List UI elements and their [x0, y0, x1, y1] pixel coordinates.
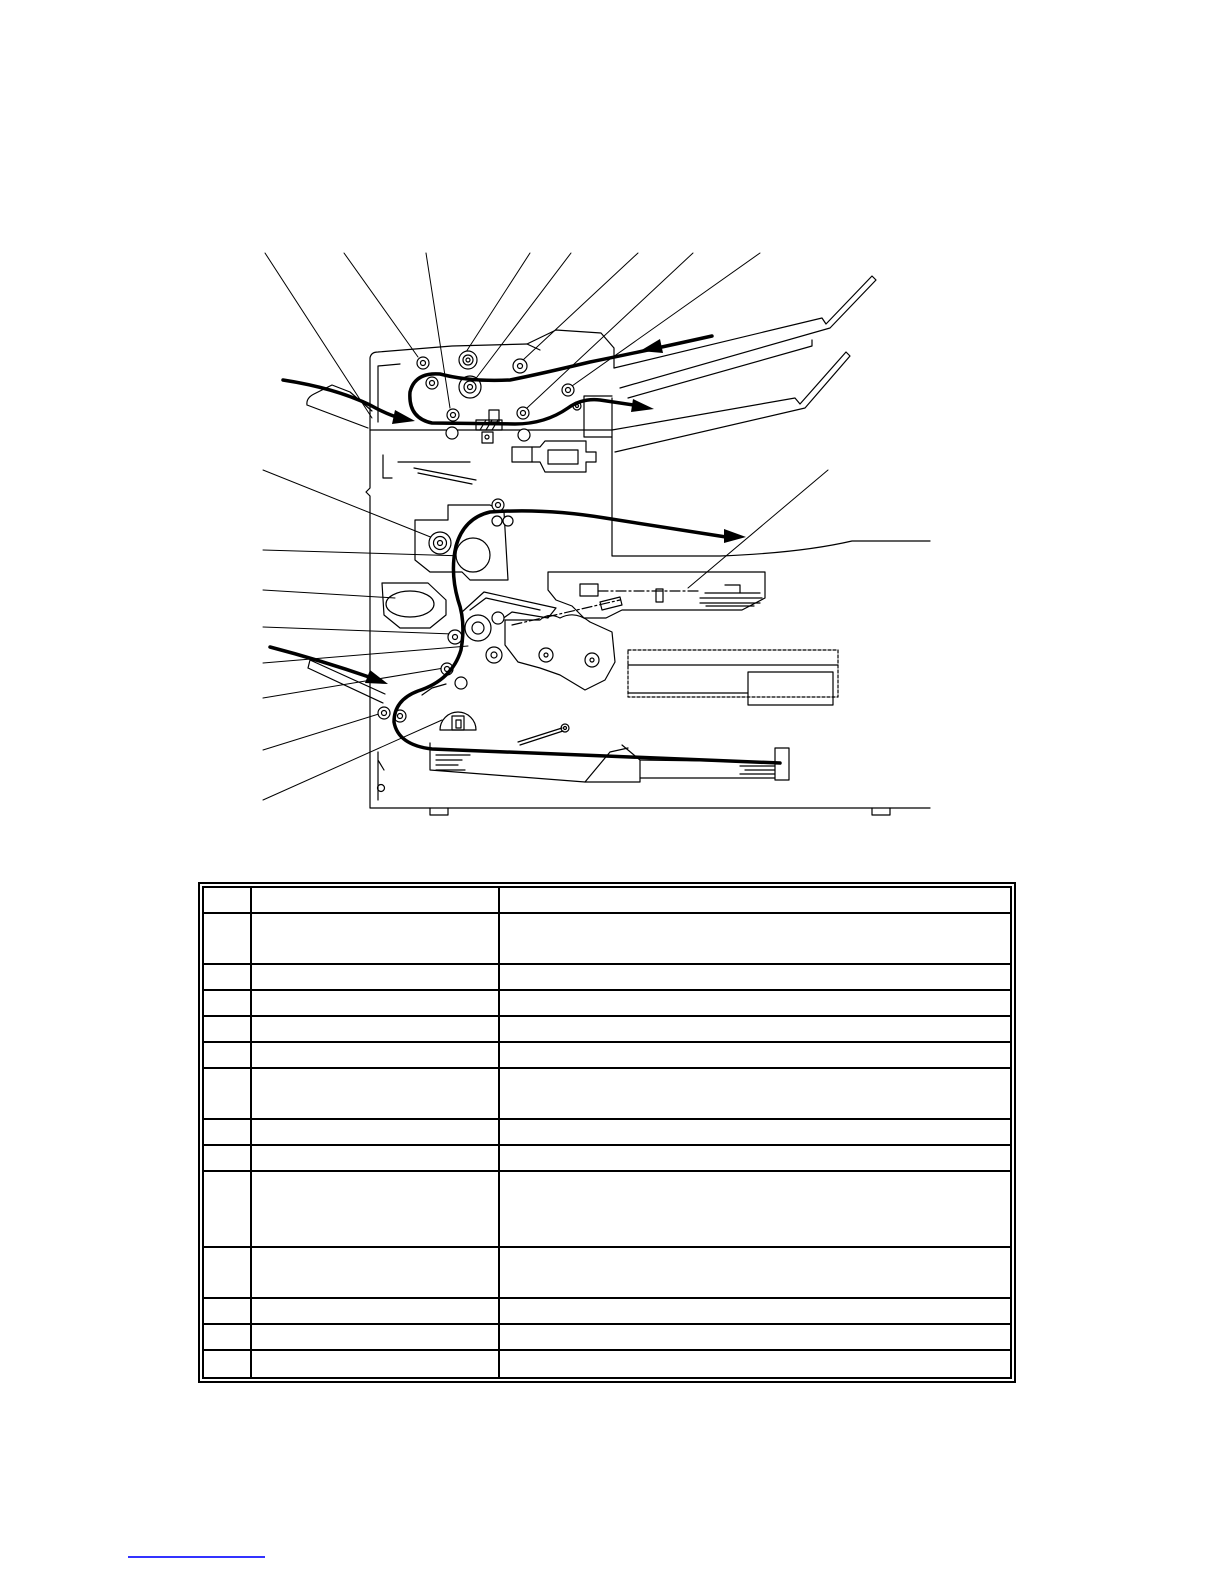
leader-line	[263, 713, 382, 750]
table-cell	[252, 1299, 500, 1323]
table-cell	[500, 1248, 1010, 1297]
roller	[492, 612, 504, 624]
table-cell	[252, 1248, 500, 1297]
table-cell	[500, 1325, 1010, 1349]
document-exit-tray	[612, 352, 850, 452]
roller-outer	[503, 516, 513, 526]
laser-optics-unit	[512, 572, 765, 625]
table-cell	[204, 1017, 252, 1041]
leader-line	[688, 470, 828, 588]
side-bracket	[378, 752, 384, 800]
roller	[562, 384, 574, 396]
scanner-sensor	[476, 410, 502, 443]
roller-hub	[451, 413, 456, 418]
roller	[448, 630, 462, 644]
table-cell	[500, 1043, 1010, 1067]
table-cell	[500, 888, 1010, 912]
cartridge-body	[505, 615, 615, 690]
table-cell	[500, 965, 1010, 989]
leader-line	[263, 470, 438, 540]
table-row	[204, 1248, 1010, 1299]
table-cell	[204, 1172, 252, 1246]
roller	[378, 707, 390, 719]
parts-table	[198, 882, 1016, 1383]
roller	[459, 351, 477, 369]
table-cell	[204, 965, 252, 989]
table-row	[204, 1172, 1010, 1248]
foot-left	[430, 808, 448, 815]
roller-hub	[496, 503, 501, 508]
roller	[417, 357, 429, 369]
table-cell	[204, 1043, 252, 1067]
roller	[446, 427, 458, 439]
arrow-right-icon	[392, 410, 415, 424]
cartridge-gear	[539, 648, 553, 662]
roller-hub	[566, 388, 571, 393]
table-row	[204, 1120, 1010, 1146]
table-row	[204, 991, 1010, 1017]
roller-outer	[492, 612, 504, 624]
table-row	[204, 1325, 1010, 1351]
table-cell	[204, 1120, 252, 1144]
roller	[447, 409, 459, 421]
roller	[517, 407, 529, 419]
roller	[465, 615, 491, 641]
roller-hub	[468, 385, 473, 390]
leader-line	[263, 590, 395, 598]
table-cell	[500, 1017, 1010, 1041]
roller	[513, 359, 527, 373]
leader-line	[523, 253, 638, 360]
machine-body	[366, 398, 930, 815]
roller	[518, 429, 530, 441]
table-cell	[204, 1325, 252, 1349]
table-cell	[252, 1325, 500, 1349]
table-row	[204, 888, 1010, 914]
cleaning-unit	[382, 583, 446, 628]
table-cell	[252, 1120, 500, 1144]
leader-line	[466, 253, 530, 352]
document-feed-tray	[614, 276, 876, 398]
table-cell	[500, 1351, 1010, 1377]
roller-hub	[398, 714, 403, 719]
roller-outer	[518, 429, 530, 441]
roller-outer	[446, 427, 458, 439]
table-cell	[204, 1351, 252, 1377]
table-cell	[252, 1351, 500, 1377]
table-cell	[500, 914, 1010, 963]
table-cell	[204, 1248, 252, 1297]
roller-hub	[438, 541, 443, 546]
table-cell	[204, 991, 252, 1015]
table-cell	[500, 1120, 1010, 1144]
arrow-left-icon	[640, 339, 663, 353]
arrow-right-icon	[631, 399, 654, 412]
table-cell	[252, 888, 500, 912]
cartridge-gear	[585, 653, 599, 667]
table-row	[204, 1017, 1010, 1043]
table-cell	[204, 1069, 252, 1118]
table-cell	[204, 914, 252, 963]
table-cell	[252, 1146, 500, 1170]
roller	[455, 677, 467, 689]
table-row	[204, 1069, 1010, 1120]
table-cell	[500, 1146, 1010, 1170]
roller-hub	[472, 622, 484, 634]
table-row	[204, 1351, 1010, 1377]
table-cell	[252, 1172, 500, 1246]
table-cell	[252, 965, 500, 989]
leader-line	[265, 253, 372, 418]
table-cell	[252, 1069, 500, 1118]
table-cell	[204, 1146, 252, 1170]
gear-hub	[590, 658, 594, 662]
recording-paper-area	[628, 650, 838, 705]
foot-right	[872, 808, 890, 815]
table-row	[204, 914, 1010, 965]
roller-hub	[430, 381, 435, 386]
scanner-internals	[383, 455, 476, 484]
manual-document-entry-path	[283, 380, 400, 418]
leader-line	[527, 253, 693, 408]
roller	[429, 532, 451, 554]
roller	[486, 647, 502, 663]
adf-cover-lip	[527, 344, 540, 350]
table-cell	[252, 1043, 500, 1067]
leader-line	[572, 253, 760, 386]
roller-hub	[382, 711, 387, 716]
table-cell	[500, 1172, 1010, 1246]
paper-lever	[518, 724, 569, 745]
roller	[456, 538, 490, 572]
table-row	[204, 1299, 1010, 1325]
cartridge-arm-inner	[470, 598, 540, 610]
solenoid	[512, 441, 596, 472]
table-cell	[500, 991, 1010, 1015]
table-cell	[252, 1017, 500, 1041]
arrow-right-icon	[724, 529, 746, 543]
table-row	[204, 1043, 1010, 1069]
roller	[426, 377, 438, 389]
roller-hub	[421, 361, 426, 366]
roller	[492, 499, 504, 511]
roller-outer	[492, 516, 502, 526]
table-cell	[252, 991, 500, 1015]
table-row	[204, 1146, 1010, 1172]
table-cell	[204, 1299, 252, 1323]
link-underline[interactable]	[128, 1556, 265, 1558]
table-cell	[500, 1299, 1010, 1323]
paper-paths	[270, 336, 780, 763]
roller	[492, 516, 502, 526]
roller-hub	[521, 411, 526, 416]
leader-line	[263, 720, 442, 800]
rollers	[378, 351, 581, 722]
leader-line	[344, 253, 418, 357]
roller	[503, 516, 513, 526]
roller-hub	[466, 358, 470, 362]
roller-outer	[456, 538, 490, 572]
table-cell	[252, 914, 500, 963]
table-row	[204, 965, 1010, 991]
table-cell	[500, 1069, 1010, 1118]
gear-hub	[544, 653, 548, 657]
bypass-entry-path	[270, 647, 372, 678]
pickup-roller	[440, 712, 476, 730]
roller-hub	[453, 635, 458, 640]
arrow-right-icon	[365, 670, 388, 684]
roller-hub	[518, 364, 523, 369]
table-cell	[204, 888, 252, 912]
roller-hub	[491, 652, 497, 658]
roller-outer	[455, 677, 467, 689]
